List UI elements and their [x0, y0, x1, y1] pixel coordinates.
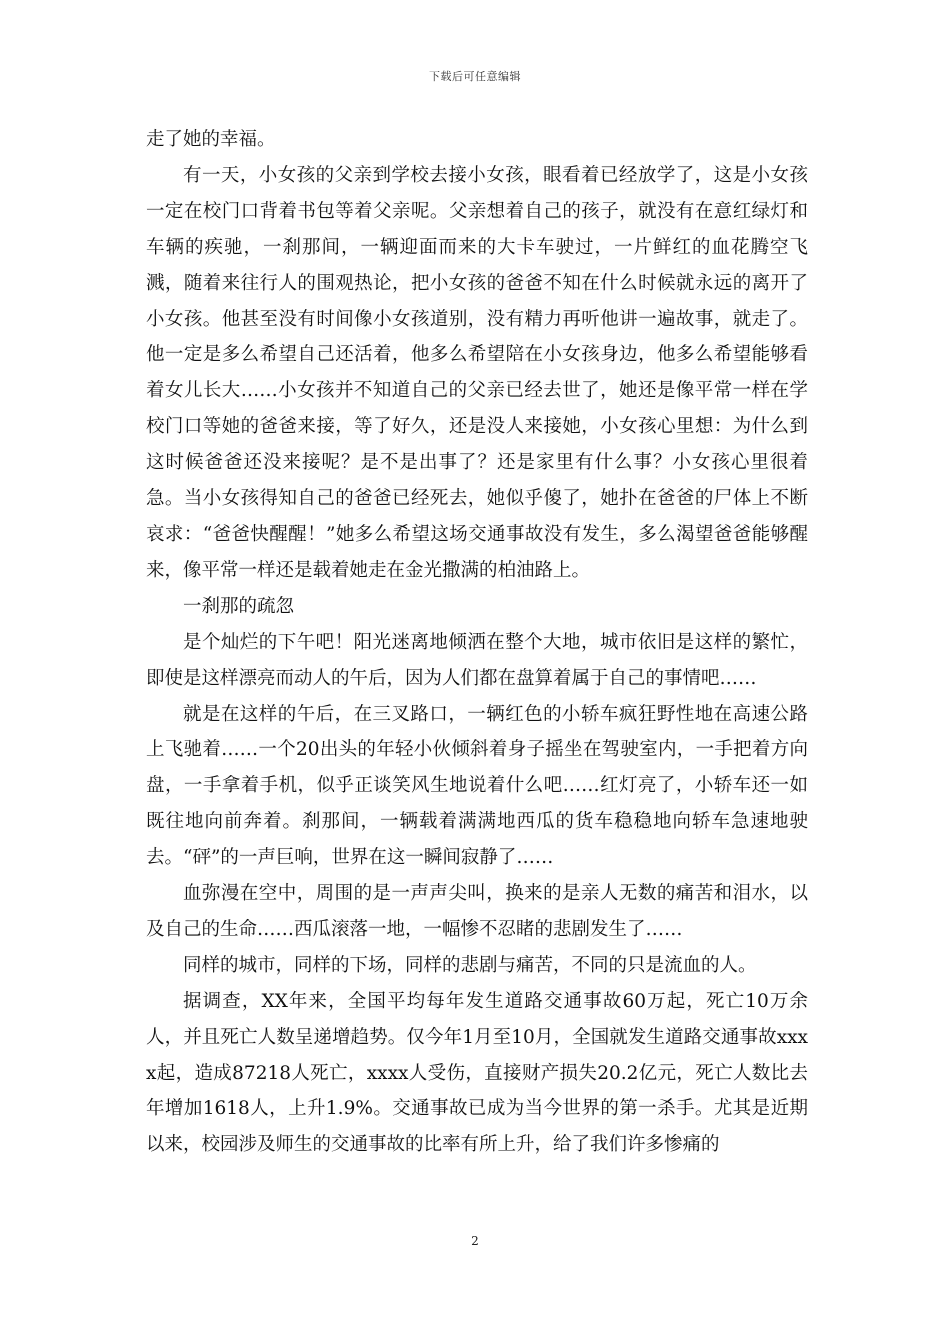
paragraph-1: 走了她的幸福。	[146, 129, 276, 150]
page-number: 2	[471, 1234, 479, 1248]
paragraph-4: 就是在这样的午后，在三叉路口，一辆红色的小轿车疯狂野性地在高速公路上飞驰着……一个20出头的年轻小伙倾斜着身子摇坐在驾驶室内，一手把着方向盘，一手拿着手机，似乎正谈笑风生地说着什么吧……红灯亮了，小轿车还一如既往地向前奔着。刹那间，一辆载着满满地西瓜的货车稳稳地向轿车急速地驶去。“砰”的一声巨响，世界在这一瞬间寂静了……	[146, 703, 808, 869]
paragraph-5: 血弥漫在空中，周围的是一声声尖叫，换来的是亲人无数的痛苦和泪水，以及自己的生命……西瓜滚落一地，一幅惨不忍睹的悲剧发生了……	[146, 883, 808, 940]
page-header: 下载后可任意编辑	[429, 70, 521, 83]
section-heading: 一刹那的疏忽	[183, 595, 295, 617]
paragraph-7: 据调查，XX年来，全国平均每年发生道路交通事故60万起，死亡10万余人，并且死亡人数呈递增趋势。仅今年1月至10月，全国就发生道路交通事故xxxx起，造成87218人死亡，xxxx人受伤，直接财产损失20.2亿元，死亡人数比去年增加1618人，上升1.9%。交通事故已成为当今世界的第一杀手。尤其是近期以来，校园涉及师生的交通事故的比率有所上升，给了我们许多惨痛的	[146, 990, 808, 1156]
paragraph-6: 同样的城市，同样的下场，同样的悲剧与痛苦，不同的只是流血的人。	[183, 954, 757, 976]
paragraph-3: 是个灿烂的下午吧！阳光迷离地倾洒在整个大地，城市依旧是这样的繁忙，即使是这样漂亮而动人的午后，因为人们都在盘算着属于自己的事情吧……	[146, 631, 808, 689]
paragraph-2: 有一天，小女孩的父亲到学校去接小女孩，眼看着已经放学了，这是小女孩一定在校门口背着书包等着父亲呢。父亲想着自己的孩子，就没有在意红绿灯和车辆的疾驰，一刹那间，一辆迎面而来的大卡车驶过，一片鲜红的血花腾空飞溅，随着来往行人的围观热论，把小女孩的爸爸不知在什么时候就永远的离开了小女孩。他甚至没有时间像小女孩道别，没有精力再听他讲一遍故事，就走了。他一定是多么希望自己还活着，他多么希望陪在小女孩身边，他多么希望能够看着女儿长大……小女孩并不知道自己的父亲已经去世了，她还是像平常一样在学校门口等她的爸爸来接，等了好久，还是没人来接她，小女孩心里想：为什么到这时候爸爸还没来接呢？是不是出事了？还是家里有什么事？小女孩心里很着急。当小女孩得知自己的爸爸已经死去，她似乎傻了，她扑在爸爸的尸体上不断哀求：“爸爸快醒醒！”她多么希望这场交通事故没有发生，多么渴望爸爸能够醒来，像平常一样还是载着她走在金光撒满的柏油路上。	[146, 164, 808, 581]
body-text	[146, 122, 808, 1163]
